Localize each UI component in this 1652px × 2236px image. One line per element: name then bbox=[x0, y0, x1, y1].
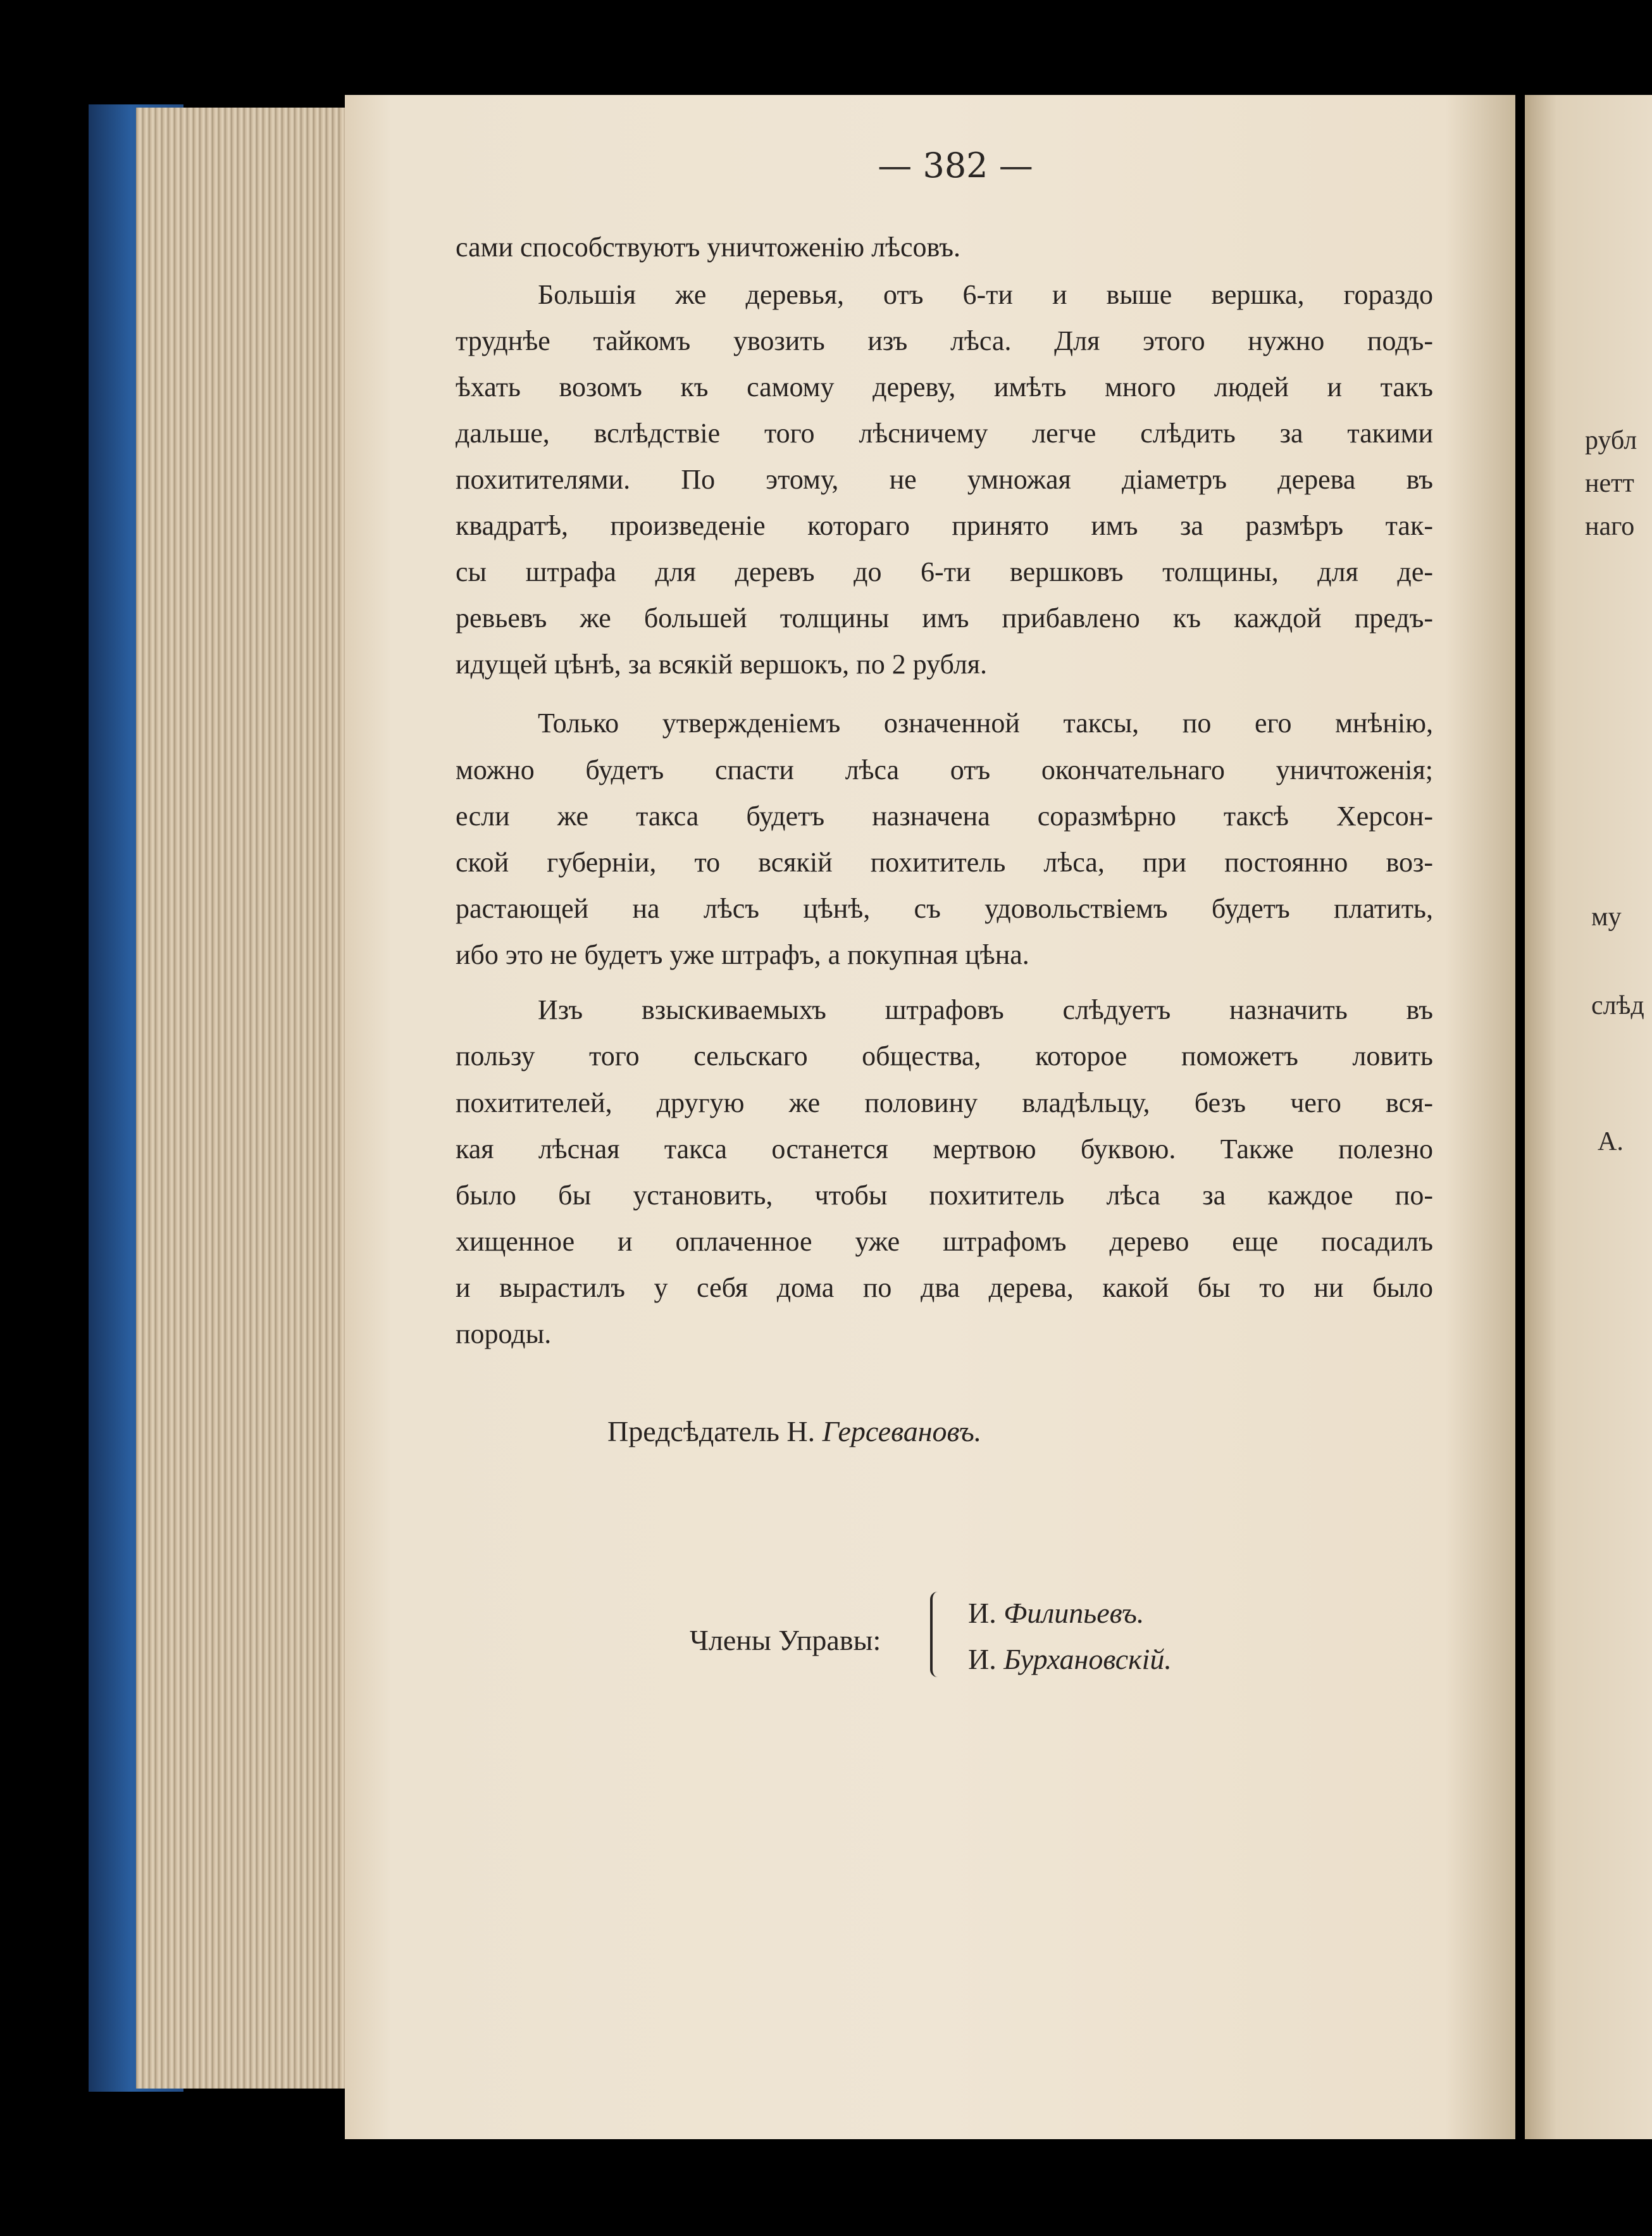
facing-fragment: слѣд bbox=[1591, 991, 1644, 1020]
facing-page bbox=[1525, 95, 1652, 2139]
chairman-signature bbox=[607, 1415, 981, 1448]
facing-fragment: рубл bbox=[1585, 426, 1637, 455]
page-number: — 382 — bbox=[878, 146, 1033, 185]
facing-fragment: наго bbox=[1585, 512, 1635, 541]
text-line: похитителей, другую же половину владѣльцу, безъ чего вся- bbox=[456, 1087, 1433, 1118]
text-line: ѣхать возомъ къ самому дереву, имѣть много людей и такъ bbox=[456, 372, 1433, 403]
member-initial: И. bbox=[968, 1643, 997, 1675]
member-name bbox=[968, 1596, 1144, 1630]
member-initial: И. bbox=[968, 1597, 997, 1629]
text-line: растающей на лѣсъ цѣнѣ, съ удовольствіемъ будетъ платить, bbox=[456, 893, 1433, 924]
text-line: похитителями. По этому, не умножая діаметръ дерева въ bbox=[456, 464, 1433, 495]
text-line: породы. bbox=[456, 1318, 552, 1349]
text-line: ибо это не будетъ уже штрафъ, а покупная цѣна. bbox=[456, 939, 1029, 970]
text-line: Изъ взыскиваемыхъ штрафовъ слѣдуетъ назначить въ bbox=[538, 994, 1433, 1025]
text-line: хищенное и оплаченное уже штрафомъ дерево еще посадилъ bbox=[456, 1226, 1433, 1257]
member-surname: Бурхановскій. bbox=[1003, 1643, 1172, 1675]
page-stack-edges bbox=[136, 108, 345, 2089]
text-line: труднѣе тайкомъ увозить изъ лѣса. Для этого нужно подъ- bbox=[456, 325, 1433, 356]
members-label: Члены Управы: bbox=[690, 1624, 881, 1656]
text-line: пользу того сельскаго общества, которое поможетъ ловить bbox=[456, 1040, 1433, 1071]
text-line: если же такса будетъ назначена соразмѣрно таксѣ Херсон- bbox=[456, 801, 1433, 832]
text-line: Только утвержденіемъ означенной таксы, по его мнѣнію, bbox=[538, 708, 1433, 739]
text-line: Большія же деревья, отъ 6-ти и выше вершка, гораздо bbox=[538, 279, 1433, 310]
facing-fragment: нетт bbox=[1585, 469, 1634, 498]
text-line: сы штрафа для деревъ до 6-ти вершковъ толщины, для де- bbox=[456, 556, 1433, 587]
members-brace bbox=[930, 1592, 945, 1677]
chairman-title: Предсѣдатель Н. bbox=[607, 1415, 816, 1447]
chairman-name: Герсевановъ. bbox=[822, 1415, 982, 1447]
text-line: и вырастилъ у себя дома по два дерева, какой бы то ни было bbox=[456, 1272, 1433, 1303]
text-line: можно будетъ спасти лѣса отъ окончательнаго уничтоженія; bbox=[456, 754, 1433, 785]
text-line: идущей цѣнѣ, за всякій вершокъ, по 2 рубля. bbox=[456, 649, 988, 680]
text-line: кая лѣсная такса останется мертвою буквою. Также полезно bbox=[456, 1134, 1433, 1165]
text-line: ревьевъ же большей толщины имъ прибавлено къ каждой предъ- bbox=[456, 603, 1433, 634]
member-name bbox=[968, 1642, 1172, 1676]
member-surname: Филипьевъ. bbox=[1003, 1597, 1145, 1629]
text-line: было бы установить, чтобы похититель лѣса за каждое по- bbox=[456, 1180, 1433, 1211]
text-line: ской губерніи, то всякій похититель лѣса, при постоянно воз- bbox=[456, 847, 1433, 878]
text-line: квадратѣ, произведеніе котораго принято имъ за размѣръ так- bbox=[456, 510, 1433, 541]
text-line: дальше, вслѣдствіе того лѣсничему легче слѣдить за такими bbox=[456, 418, 1433, 449]
text-line: сами способствуютъ уничтоженію лѣсовъ. bbox=[456, 232, 960, 263]
facing-fragment: му bbox=[1591, 903, 1622, 932]
facing-fragment: А. bbox=[1598, 1127, 1624, 1156]
